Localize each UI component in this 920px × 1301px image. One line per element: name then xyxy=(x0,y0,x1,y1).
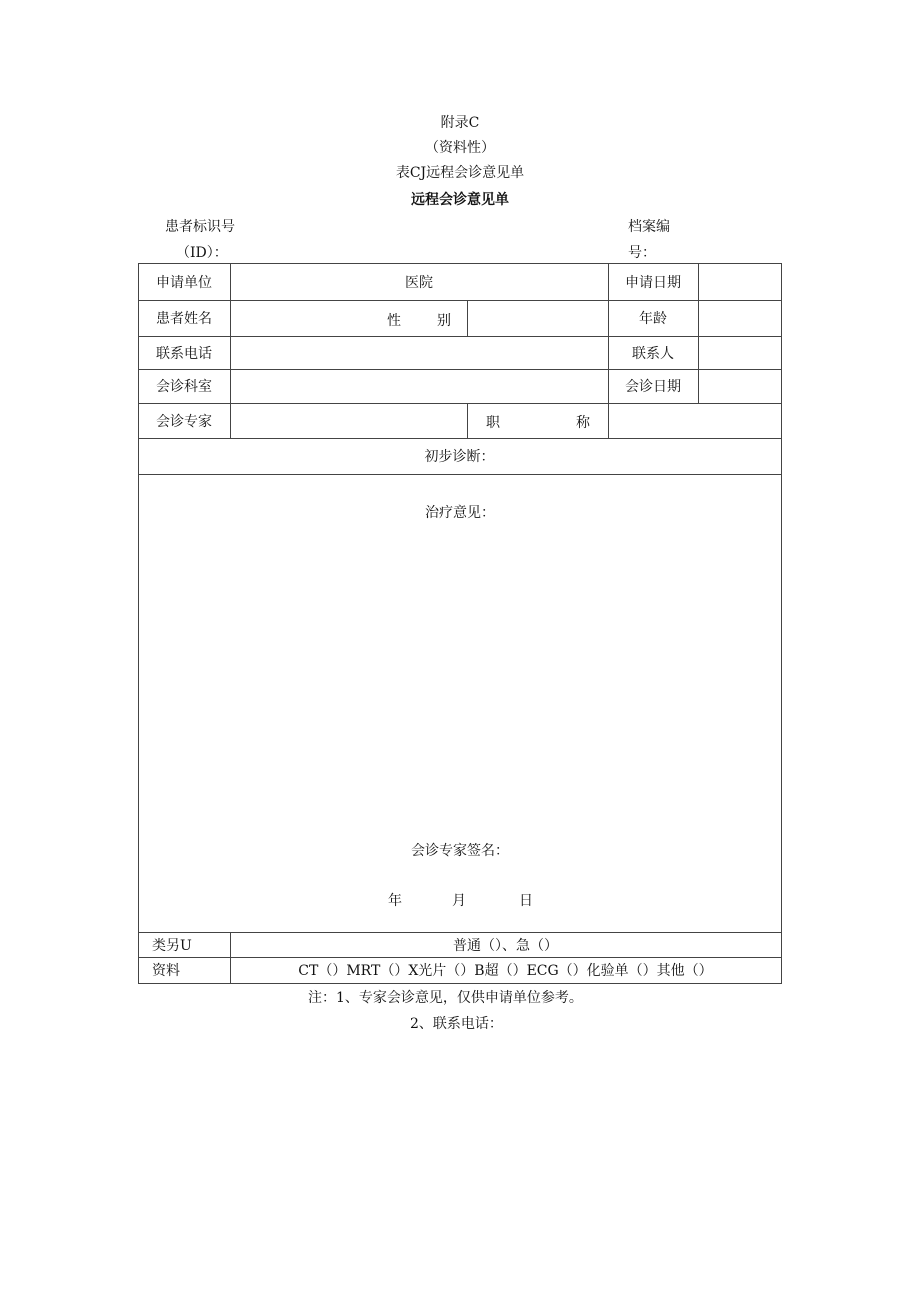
note-2: 2、联系电话： xyxy=(410,1016,503,1032)
materials-options[interactable]: CT（）MRT（）X光片（）B超（）ECG（）化验单（）其他（） xyxy=(298,963,713,979)
contact-person-field[interactable] xyxy=(698,336,781,369)
job-title-field[interactable] xyxy=(608,403,781,438)
form-title: 远程会诊意见单 xyxy=(411,192,509,208)
consult-dept-label: 会诊科室 xyxy=(156,379,212,395)
patient-name-label: 患者姓名 xyxy=(156,311,212,327)
consult-date-label: 会诊日期 xyxy=(625,379,681,395)
note-1: 注：1、专家会诊意见，仅供申请单位参考。 xyxy=(308,990,583,1006)
expert-signature-label: 会诊专家签名： xyxy=(411,843,509,859)
age-field[interactable] xyxy=(698,300,781,336)
consult-expert-label: 会诊专家 xyxy=(156,413,212,430)
apply-unit-field[interactable]: 医院 xyxy=(405,274,433,291)
gender-label-a: 性 xyxy=(387,313,401,329)
consult-date-field[interactable] xyxy=(698,369,781,403)
gender-field[interactable] xyxy=(467,300,608,336)
preliminary-diagnosis-label: 初步诊断： xyxy=(424,449,495,465)
appendix-label: 附录C xyxy=(440,115,480,131)
archive-number-label: 档案编 xyxy=(628,219,670,235)
apply-unit-label: 申请单位 xyxy=(156,274,212,291)
treatment-opinion-area[interactable] xyxy=(139,530,781,830)
contact-person-label: 联系人 xyxy=(632,345,674,362)
archive-number-label-suffix: 号： xyxy=(628,245,656,261)
patient-id-label-suffix: （ID）： xyxy=(176,245,228,261)
table-caption: 表CJ远程会诊意见单 xyxy=(395,165,525,181)
patient-id-label: 患者标识号 xyxy=(165,219,235,235)
consult-expert-field[interactable] xyxy=(230,403,467,438)
category-label: 类另U xyxy=(152,938,192,954)
job-title-label-a: 职 xyxy=(486,415,500,431)
gender-label-b: 别 xyxy=(437,313,451,329)
job-title-label-b: 称 xyxy=(576,415,590,431)
appendix-nature: （资料性） xyxy=(425,140,495,156)
day-label: 日 xyxy=(519,893,533,909)
month-label: 月 xyxy=(452,893,466,909)
patient-name-field[interactable] xyxy=(230,300,365,336)
phone-label: 联系电话 xyxy=(156,345,212,362)
phone-field[interactable] xyxy=(230,336,608,369)
materials-label: 资料 xyxy=(152,963,180,979)
apply-date-label: 申请日期 xyxy=(625,274,681,291)
year-label: 年 xyxy=(388,893,402,909)
consult-dept-field[interactable] xyxy=(230,369,608,403)
age-label: 年龄 xyxy=(639,311,667,327)
treatment-opinion-label: 治疗意见： xyxy=(425,505,495,521)
category-options[interactable]: 普通（）、急（） xyxy=(453,937,558,954)
apply-date-field[interactable] xyxy=(698,263,781,300)
